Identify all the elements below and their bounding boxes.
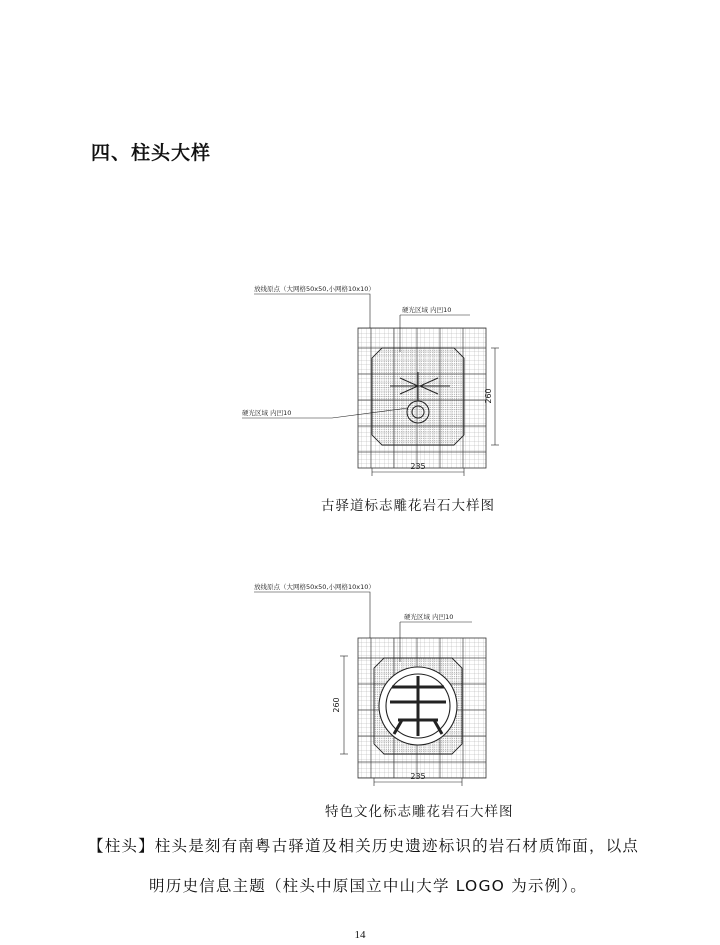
paragraph-line-1: 【柱头】柱头是刻有南粤古驿道及相关历史遗迹标识的岩石材质饰面，以点 (88, 837, 640, 855)
fig1-zone-label-left: 硬光区域 内凹10 (242, 409, 292, 417)
fig1-zone-label-top: 硬光区域 内凹10 (402, 306, 452, 314)
fig1-width-dim: 235 (410, 462, 426, 471)
figure-2-drawing (240, 570, 510, 790)
page-number: 14 (354, 929, 366, 941)
paragraph-line-2: 明历史信息主题（柱头中原国立中山大学 LOGO 为示例）。 (149, 877, 587, 895)
fig2-zone-label-top: 硬光区域 内凹10 (404, 613, 454, 621)
figure-1-caption: 古驿道标志雕花岩石大样图 (321, 498, 495, 514)
fig1-grid-label: 放线原点（大网格50x50,小网格10x10） (254, 285, 375, 293)
fig2-grid-label: 放线原点（大网格50x50,小网格10x10） (254, 583, 375, 591)
body-paragraph (88, 826, 648, 906)
figure-1-drawing (240, 270, 510, 480)
fig2-width-dim: 235 (410, 772, 426, 781)
figure-2-caption: 特色文化标志雕花岩石大样图 (325, 804, 514, 820)
fig1-height-dim: 260 (484, 388, 493, 404)
section-heading: 四、柱头大样 (91, 142, 212, 164)
fig2-height-dim: 260 (332, 697, 341, 713)
